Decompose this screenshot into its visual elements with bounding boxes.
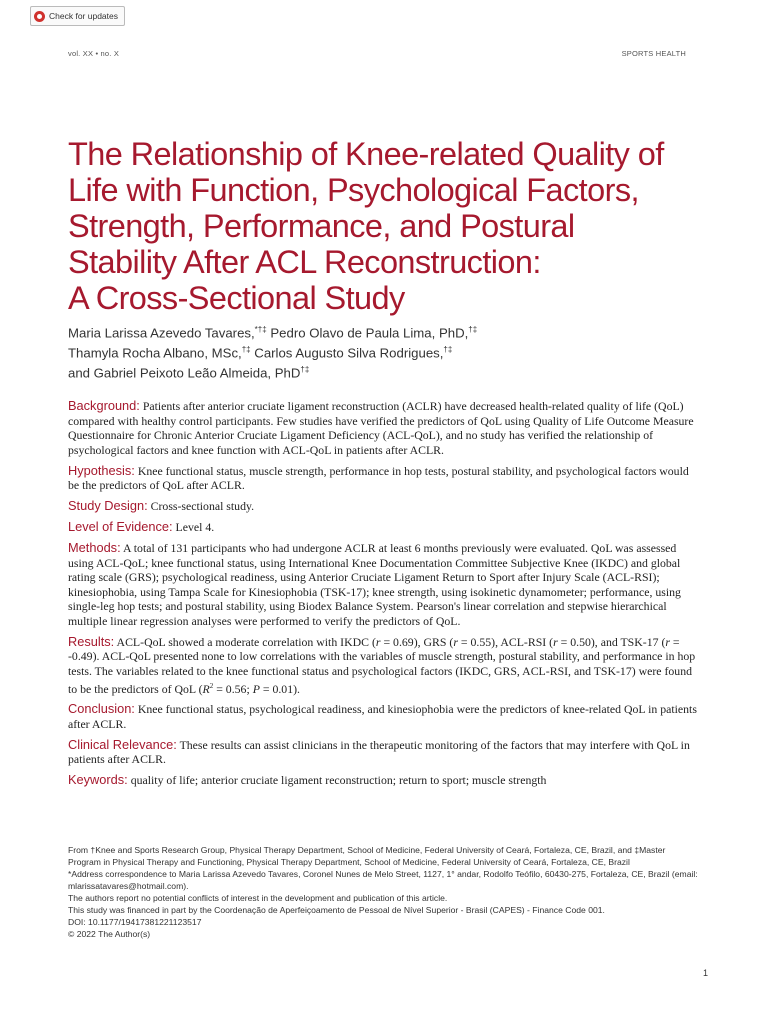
update-icon <box>34 11 45 22</box>
stat-symbol: r <box>553 634 558 649</box>
section-text: = 0.56; <box>213 681 253 696</box>
abstract-conclusion <box>68 702 698 731</box>
section-heading: Keywords: <box>68 772 128 788</box>
abstract-methods <box>68 541 698 629</box>
footnote-doi[interactable]: DOI: 10.1177/19417381221123517 <box>68 917 202 927</box>
author-name: Maria Larissa Azevedo Tavares, <box>68 325 255 341</box>
abstract-background <box>68 399 698 457</box>
check-for-updates-button[interactable] <box>30 6 125 26</box>
section-text: = -0.49). ACL-QoL presented none to low correlations with the variables of muscle strength, postural stability, and performance in hop tests. The variables related to the knee functional status and psychological factors (IKDC, GRS, ACL-RSI, and TSK-17) were found to be the predictors of QoL ( <box>68 634 696 696</box>
section-text: Knee functional status, psychological readiness, and kinesiophobia were the predictors of knee-related QoL in patients after ACLR. <box>68 702 697 731</box>
page-number: 1 <box>702 968 708 978</box>
section-text: = 0.50), and TSK-17 ( <box>557 634 666 649</box>
title-line: A Cross-Sectional Study <box>68 280 405 316</box>
title-line: Life with Function, Psychological Factors, <box>68 172 639 208</box>
section-text: ACL-QoL showed a moderate correlation with IKDC ( <box>116 634 376 649</box>
section-text: Patients after anterior cruciate ligament reconstruction (ACLR) have decreased health-related quality of life (QoL) compared with healthy control participants. Few studies have verified the predictors of QoL using Quality of Life Outcome Measure Questionnaire for Chronic Anterior Cruciate Ligament Deficiency (ACL-QoL), and no study has verified the relationship of psychological factors and knee function with ACL-QoL in patients after ACLR. <box>68 399 694 457</box>
author-list <box>68 322 688 382</box>
stat-symbol: R <box>202 681 210 696</box>
keywords-text: quality of life; anterior cruciate ligament reconstruction; return to sport; muscle strength <box>130 773 547 788</box>
stat-symbol: P <box>252 681 260 696</box>
section-heading: Clinical Relevance: <box>68 736 177 752</box>
stat-exponent: 2 <box>209 681 214 690</box>
footnote-funding: This study was financed in part by the Coordenação de Aperfeiçoamento de Pessoal de Nível Superior - Brasil (CAPES) - Finance Code 001. <box>68 905 605 915</box>
author-name: Carlos Augusto Silva Rodrigues, <box>250 345 444 361</box>
author-name: Thamyla Rocha Albano, MSc, <box>68 345 242 361</box>
section-heading: Level of Evidence: <box>68 519 173 535</box>
author-affiliation: †‡ <box>300 364 310 374</box>
abstract <box>68 399 698 794</box>
author-name: Pedro Olavo de Paula Lima, PhD, <box>266 325 469 341</box>
stat-symbol: r <box>665 634 670 649</box>
title-line: The Relationship of Knee-related Quality of <box>68 136 664 172</box>
author-name: and Gabriel Peixoto Leão Almeida, PhD <box>68 365 301 381</box>
section-text: A total of 131 participants who had undergone ACLR at least 6 months previously were evaluated. QoL was assessed using ACL-QoL; knee functional status, using International Knee Documentation Committee Subjective Knee (IKDC) and global rating scale (GRS); psychological readiness, using Anterior Cruciate Ligament Return to Sport after Injury Scale (ACL-RSI); kinesiophobia, using Tampa Scale for Kinesiophobia (TSK-17); knee strength, using isokinetic dynamometer; performance, using single-leg hop tests; and postural stability, using Biodex Balance System. Pearson's linear correlation and stepwise hierarchical multiple linear regression analyses were performed to verify the predictors of QoL. <box>68 540 681 628</box>
author-affiliation: *†‡ <box>254 325 267 334</box>
section-heading: Conclusion: <box>68 701 135 717</box>
article-title <box>68 136 708 316</box>
section-text: = 0.69), GRS ( <box>380 634 454 649</box>
section-text: Level 4. <box>175 520 215 535</box>
title-line: Stability After ACL Reconstruction: <box>68 244 541 280</box>
section-text: Cross-sectional study. <box>150 499 255 514</box>
abstract-keywords <box>68 773 698 788</box>
section-text: = 0.55), ACL-RSI ( <box>457 634 554 649</box>
footnotes <box>68 844 700 940</box>
abstract-hypothesis <box>68 464 698 493</box>
section-text: = 0.01). <box>259 681 300 696</box>
author-affiliation: †‡ <box>468 325 478 334</box>
section-heading: Results: <box>68 633 115 649</box>
running-head-volume: vol. XX • no. X <box>68 49 120 58</box>
footnote-copyright: © 2022 The Author(s) <box>68 929 151 939</box>
abstract-design <box>68 499 698 514</box>
footnote-correspondence: *Address correspondence to Maria Larissa Azevedo Tavares, Coronel Nunes de Melo Street, 1127, 1° andar, Rodolfo Teófilo, 60430-275, Fortaleza, CE, Brazil (email: mlarissatavares@hotmail.com). <box>68 869 698 891</box>
check-for-updates-label: Check for updates <box>49 11 118 21</box>
running-head-journal: SPORTS HEALTH <box>621 49 686 58</box>
section-text: These results can assist clinicians in the therapeutic monitoring of the factors that may interfere with QoL in patients after ACLR. <box>68 737 690 767</box>
abstract-results <box>68 635 698 696</box>
stat-symbol: r <box>375 634 381 649</box>
section-heading: Background: <box>68 398 140 413</box>
footnote-affiliations: From †Knee and Sports Research Group, Physical Therapy Department, School of Medicine, Federal University of Ceará, Fortaleza, CE, Brazil, and ‡Master Program in Physical Therapy and Functioning, Physical Therapy Department, School of Medicine, Federal University of Ceará, Fortaleza, CE, Brazil <box>68 845 666 867</box>
section-text: Knee functional status, muscle strength, performance in hop tests, postural stability, and psychological factors would be the predictors of QoL after ACLR. <box>68 463 689 493</box>
section-heading: Methods: <box>68 539 121 555</box>
section-heading: Hypothesis: <box>68 462 135 478</box>
stat-symbol: r <box>453 634 458 649</box>
author-affiliation: †‡ <box>241 344 251 354</box>
abstract-clinical-relevance <box>68 738 698 767</box>
abstract-level <box>68 520 698 535</box>
title-line: Strength, Performance, and Postural <box>68 208 575 244</box>
author-affiliation: †‡ <box>443 344 453 354</box>
section-heading: Study Design: <box>68 498 148 514</box>
footnote-conflicts: The authors report no potential conflicts of interest in the development and publication of this article. <box>68 893 448 903</box>
